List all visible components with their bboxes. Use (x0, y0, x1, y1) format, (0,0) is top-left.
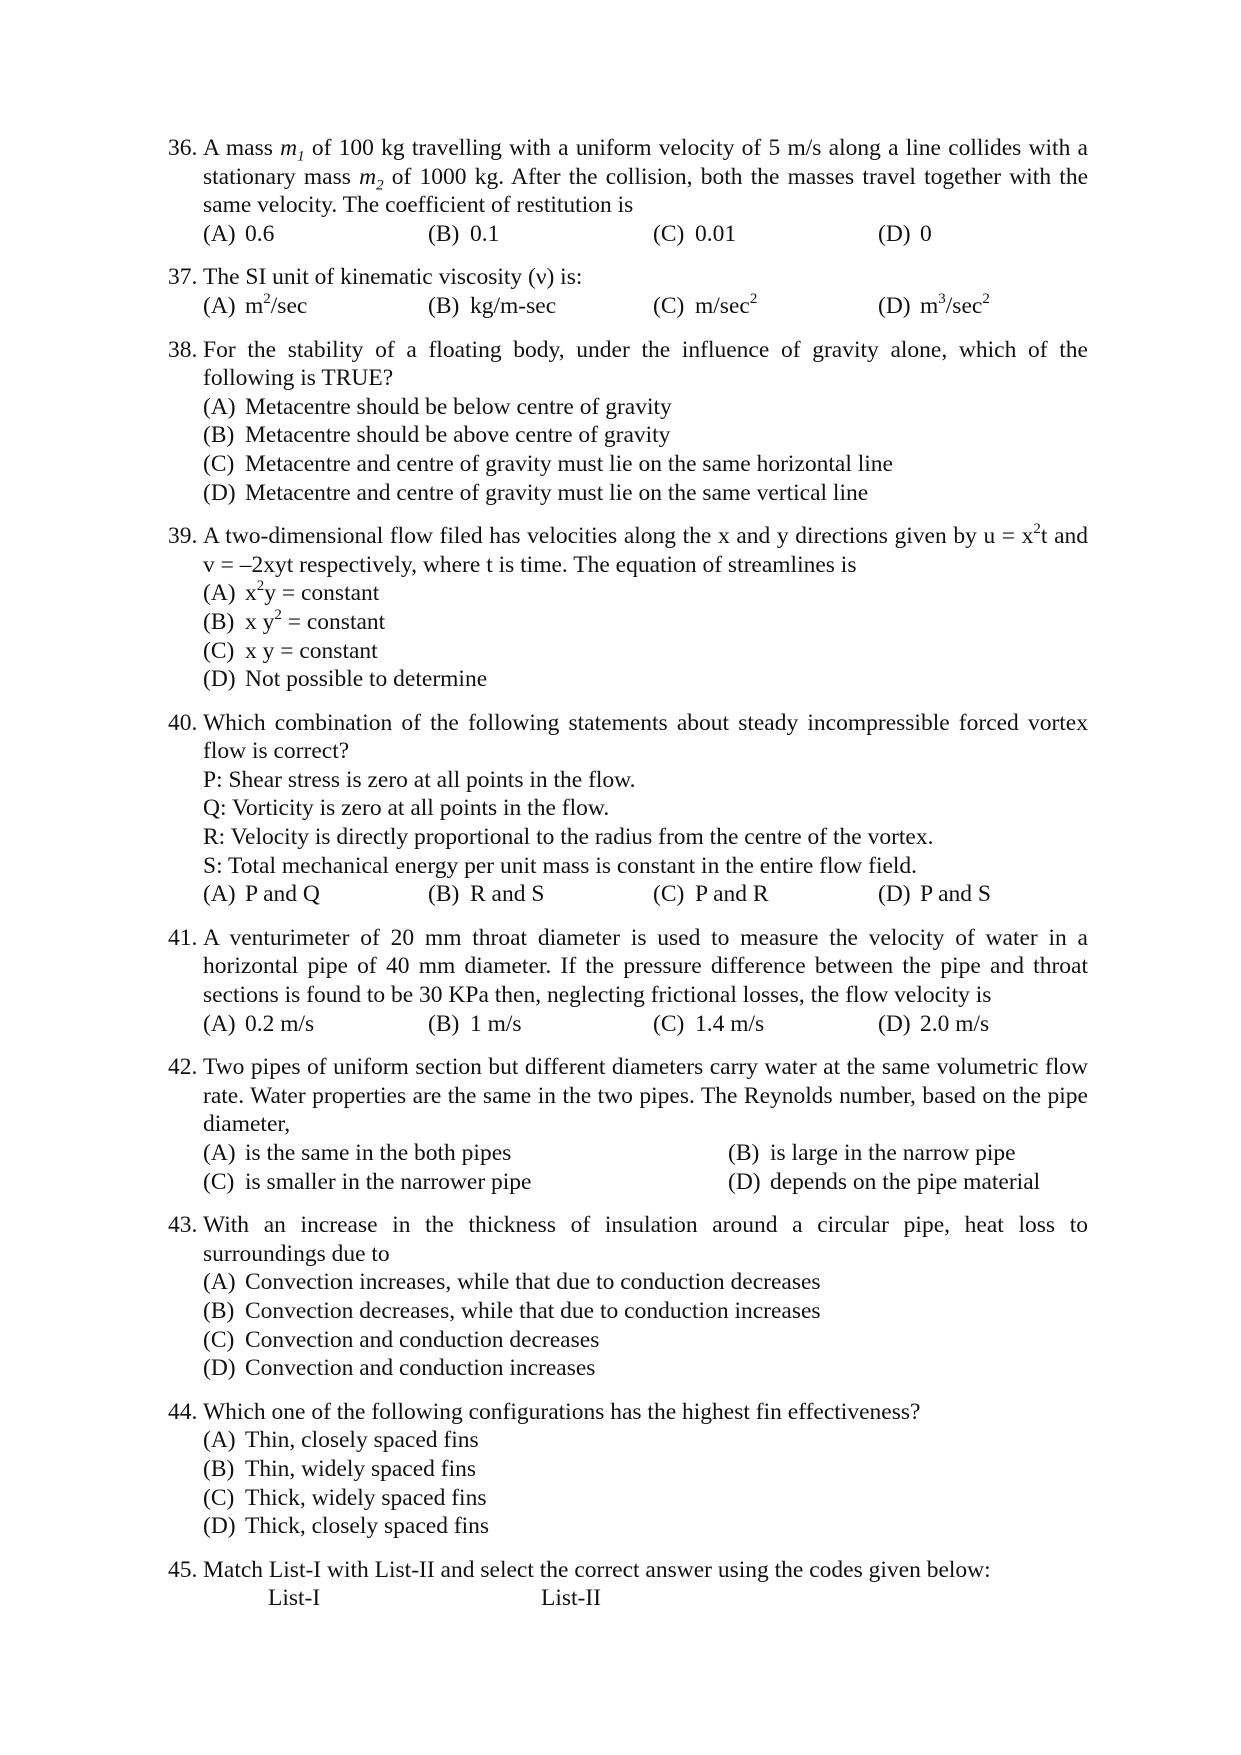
question-text: A mass $m_1$ of 100 kg travelling with a uniform velocity of 5 m/s along a line collides with a stationary mass $m_2$ of 1000 kg. After the collision, both the masses travel together with the same velocity. The coefficient of restitution is (203, 135, 1088, 219)
options (168, 220, 1088, 249)
option-c: (C) Convection and conduction decreases (203, 1326, 600, 1353)
question-number: 43. (168, 1212, 198, 1239)
question-text: With an increase in the thickness of insulation around a circular pipe, heat loss to surroundings due to (203, 1212, 1088, 1267)
question-text: For the stability of a floating body, under the influence of gravity alone, which of the following is TRUE? (203, 336, 1088, 392)
statement-r: R: Velocity is directly proportional to the radius from the centre of the vortex. (203, 824, 934, 851)
option-a: (A) Convection increases, while that due to conduction decreases (203, 1269, 821, 1296)
question-36 (168, 134, 1088, 248)
option-d: (D) Thick, closely spaced fins (203, 1513, 490, 1540)
option-a: (A) $x^2y$ = constant (203, 578, 380, 607)
option-c: (C) Thick, widely spaced fins (203, 1484, 487, 1511)
option-b: (B) is large in the narrow pipe (728, 1140, 1016, 1166)
question-38 (168, 336, 1088, 508)
option-a: (A) 0.6 (203, 220, 275, 247)
options (168, 579, 1088, 693)
question-text: Match List-I with List-II and select the correct answer using the codes given below: (203, 1556, 991, 1583)
option-b: (B) Convection decreases, while that due to conduction increases (203, 1297, 821, 1324)
statement-s: S: Total mechanical energy per unit mass is constant in the entire flow field. (203, 852, 918, 879)
question-number: 44. (168, 1398, 198, 1425)
option-c: (C) $m/\sec^2$ (653, 291, 758, 319)
question-number: 41. (168, 924, 198, 951)
option-b: (B) 0.1 (428, 220, 500, 247)
option-c: (C) is smaller in the narrower pipe (203, 1168, 532, 1195)
option-d: (D) Metacentre and centre of gravity must lie on the same vertical line (203, 479, 869, 506)
option-d: (D) Not possible to determine (203, 666, 488, 693)
question-43 (168, 1211, 1088, 1383)
option-b: (B) x $y^2$ = constant (203, 607, 386, 635)
question-text: The SI unit of kinematic viscosity (ν) is: (203, 264, 583, 291)
list-2-header: List-II (541, 1585, 602, 1612)
question-page (168, 134, 1088, 1628)
list-1-header: List-I (268, 1585, 321, 1612)
option-c: (C) 0.01 (653, 220, 737, 247)
question-number: 37. (168, 264, 198, 291)
options (168, 880, 1088, 909)
options (168, 292, 1088, 321)
option-c: (C) P and R (653, 881, 769, 908)
question-text: A venturimeter of 20 mm throat diameter is used to measure the velocity of water in a horizontal pipe of 40 mm diameter. If the pressure difference between the pipe and throat sections is found to be 30 KPa then, neglecting frictional losses, the flow velocity is (203, 924, 1088, 1009)
option-a: (A) Metacentre should be below centre of gravity (203, 393, 672, 420)
question-text: Which combination of the following statements about steady incompressible forced vortex flow is correct? (203, 709, 1088, 765)
option-a: (A) $m^2/\sec$ (203, 291, 308, 319)
options (168, 1010, 1088, 1039)
question-37 (168, 263, 1088, 320)
option-c: (C) Metacentre and centre of gravity must lie on the same horizontal line (203, 450, 893, 477)
question-number: 38. (168, 336, 198, 363)
option-d: (D) depends on the pipe material (728, 1168, 1041, 1195)
option-c: (C) 1.4 m/s (653, 1010, 765, 1037)
question-number: 36. (168, 135, 198, 161)
question-number: 39. (168, 523, 198, 550)
option-c: (C) x y = constant (203, 637, 378, 664)
question-text: Two pipes of uniform section but different diameters carry water at the same volumetric flow rate. Water properties are the same in the two pipes. The Reynolds number, based on the pipe diameter, (203, 1054, 1088, 1138)
option-a: (A) Thin, closely spaced fins (203, 1427, 479, 1454)
option-d: (D) 2.0 m/s (878, 1010, 990, 1037)
options (168, 1139, 1088, 1196)
option-b: (B) Thin, widely spaced fins (203, 1455, 477, 1482)
option-d: (D) 0 (878, 220, 932, 247)
list-headers (168, 1584, 1088, 1613)
question-text: A two-dimensional flow filed has velocities along the x and y directions given by $u = x^2t$ and v = –2xyt respectively, where t is time. The equation of streamlines is (203, 521, 1088, 578)
option-d: (D) $m^3/\sec^2$ (878, 291, 990, 319)
question-number: 45. (168, 1556, 198, 1583)
option-d: (D) P and S (878, 881, 991, 908)
question-number: 40. (168, 709, 198, 736)
option-b: (B) kg/m-sec (428, 292, 557, 319)
question-text: Which one of the following configurations has the highest fin effectiveness? (203, 1398, 921, 1425)
option-a: (A) P and Q (203, 881, 320, 908)
question-45 (168, 1556, 1088, 1613)
options (168, 393, 1088, 507)
statement-p: P: Shear stress is zero at all points in the flow. (203, 766, 636, 793)
statement-q: Q: Vorticity is zero at all points in the flow. (203, 795, 610, 822)
question-number: 42. (168, 1054, 198, 1081)
question-40 (168, 709, 1088, 909)
option-b: (B) Metacentre should be above centre of gravity (203, 422, 671, 449)
question-44 (168, 1398, 1088, 1541)
question-39 (168, 522, 1088, 694)
option-d: (D) Convection and conduction increases (203, 1355, 596, 1382)
options (168, 1426, 1088, 1540)
option-b: (B) R and S (428, 881, 545, 908)
question-41 (168, 924, 1088, 1038)
option-b: (B) 1 m/s (428, 1010, 522, 1037)
question-42 (168, 1053, 1088, 1196)
options (168, 1268, 1088, 1382)
option-a: (A) is the same in the both pipes (203, 1140, 512, 1166)
option-a: (A) 0.2 m/s (203, 1010, 315, 1037)
